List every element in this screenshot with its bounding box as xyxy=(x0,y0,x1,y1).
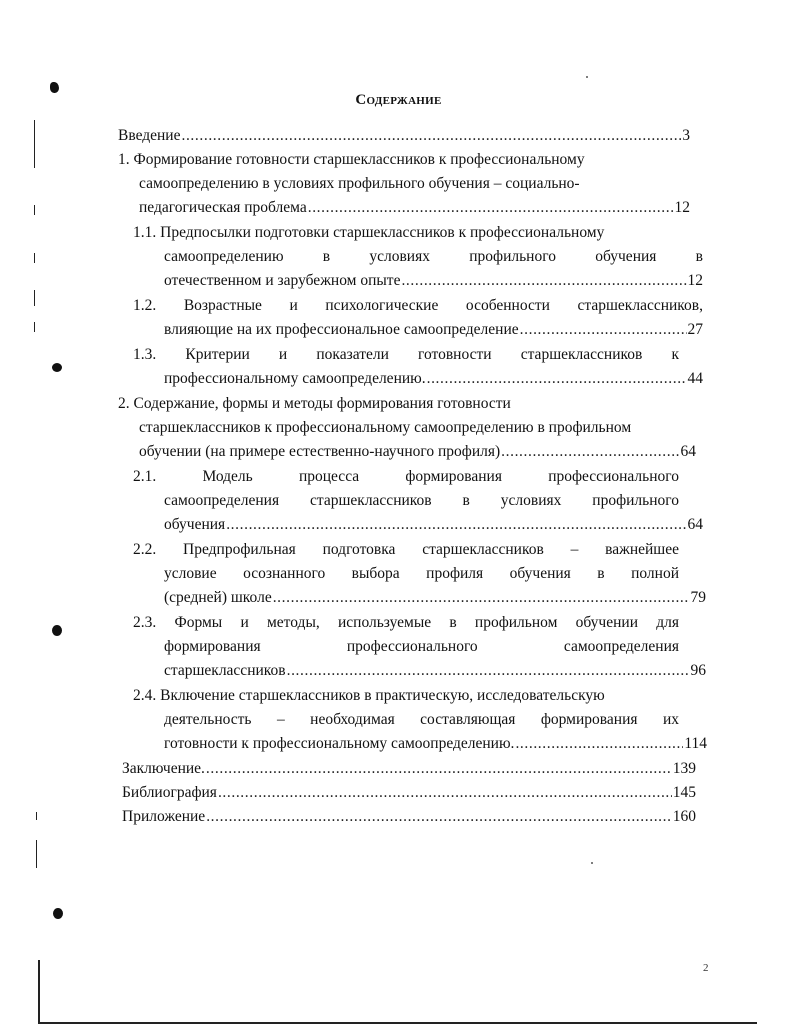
toc-entry-chapter-2 xyxy=(118,392,696,464)
toc-entry-line: условие осознанного выбора профиля обучения в полной xyxy=(164,565,679,582)
dot-leader xyxy=(287,659,690,683)
toc-entry-page: 3 xyxy=(682,127,690,144)
scan-mark xyxy=(34,322,35,332)
toc-entry-page: 64 xyxy=(687,516,703,533)
scan-mark xyxy=(34,205,35,215)
dot-leader xyxy=(427,367,687,391)
toc-entry-page: 12 xyxy=(687,272,703,289)
toc-entry-label: педагогическая проблема xyxy=(139,199,307,216)
toc-entry-label: обучения xyxy=(164,516,226,533)
toc-entry-label: обучении (на примере естественно-научного профиля) xyxy=(139,443,501,460)
toc-entry-page: 79 xyxy=(690,589,706,606)
toc-entry-page: 64 xyxy=(680,443,696,460)
dot-leader xyxy=(515,732,683,756)
toc-entry-line: 1. Формирование готовности старшеклассников к профессиональному xyxy=(118,151,585,168)
toc-entry-line: формирования профессионального самоопределения xyxy=(164,638,679,655)
dot-leader xyxy=(181,124,681,148)
toc-entry-conclusion xyxy=(122,757,696,781)
toc-entry-last-line xyxy=(133,732,707,756)
toc-entry-section-2-2 xyxy=(133,538,706,610)
toc-entry-label: готовности к профессиональному самоопределению. xyxy=(164,735,515,752)
toc-entry-page: 96 xyxy=(690,662,706,679)
toc-entry-line: 1.1. Предпосылки подготовки старшеклассников к профессиональному xyxy=(133,224,605,241)
toc-entry-page: 114 xyxy=(684,735,707,752)
dot-leader xyxy=(308,196,674,220)
scan-blot xyxy=(52,625,62,636)
dot-leader xyxy=(226,513,686,537)
toc-entry-line: 2.1. Модель процесса формирования профессионального xyxy=(133,468,679,485)
toc-entry-label: Приложение xyxy=(122,808,206,825)
toc-entry-label: Введение xyxy=(118,127,181,144)
toc-entry-label: отечественном и зарубежном опыте xyxy=(164,272,401,289)
toc-entry-page: 27 xyxy=(687,321,703,338)
scan-mark xyxy=(34,290,35,306)
dot-leader xyxy=(501,440,679,464)
toc-entry-label: старшеклассников xyxy=(164,662,286,679)
dot-leader xyxy=(206,757,672,781)
toc-entry-last-line xyxy=(133,659,706,683)
dot-leader xyxy=(206,805,672,829)
toc-entry-last-line xyxy=(118,440,696,464)
toc-entry-section-2-4 xyxy=(133,684,707,756)
toc-entry-last-line xyxy=(133,367,703,391)
toc-entry-line: старшеклассников к профессиональному самоопределению в профильном xyxy=(139,419,632,436)
scan-mark xyxy=(34,253,35,263)
toc-entry-label: влияющие на их профессиональное самоопределение xyxy=(164,321,519,338)
toc-entry-section-1-2 xyxy=(133,294,703,342)
toc-entry-last-line xyxy=(133,586,706,610)
scan-edge xyxy=(38,960,40,1024)
scan-mark xyxy=(34,120,35,168)
toc-entry-line: 2.3. Формы и методы, используемые в профильном обучении для xyxy=(133,614,679,631)
toc-entry-line: 1.2. Возрастные и психологические особенности старшеклассников, xyxy=(133,297,703,314)
toc-entry-page: 145 xyxy=(672,784,696,801)
toc-entry-section-2-1 xyxy=(133,465,703,537)
scan-speck xyxy=(591,862,593,864)
toc-entry-line: 2. Содержание, формы и методы формирования готовности xyxy=(118,395,511,412)
toc-entry-line: самоопределению в условиях профильного обучения в xyxy=(164,248,703,265)
toc-entry-line: 2.4. Включение старшеклассников в практическую, исследовательскую xyxy=(133,687,605,704)
page-number: 2 xyxy=(703,962,709,974)
toc-entry-section-1-3 xyxy=(133,343,703,391)
dot-leader xyxy=(520,318,687,342)
toc-entry-line: самоопределения старшеклассников в условиях профильного xyxy=(164,492,679,509)
toc-entry-section-2-3 xyxy=(133,611,706,683)
toc-entry-page: 139 xyxy=(672,760,696,777)
toc-entry-line: деятельность – необходимая составляющая формирования их xyxy=(164,711,679,728)
toc-entry-label: (средней) школе xyxy=(164,589,272,606)
toc-entry-section-1-1 xyxy=(133,221,703,293)
dot-leader xyxy=(273,586,690,610)
toc-entry-page: 44 xyxy=(687,370,703,387)
toc-entry-last-line xyxy=(118,196,690,220)
toc-entry-line: 1.3. Критерии и показатели готовности старшеклассников к xyxy=(133,346,679,363)
scan-blot xyxy=(53,908,63,919)
title-text: Содержание xyxy=(355,92,442,108)
toc-entry-page: 160 xyxy=(672,808,696,825)
toc-entry-introduction xyxy=(118,124,690,148)
toc-entry-label: Заключение. xyxy=(122,760,205,777)
scan-mark xyxy=(36,840,37,868)
toc-entry-appendix xyxy=(122,805,696,829)
toc-entry-label: Библиография xyxy=(122,784,217,801)
scan-edge xyxy=(38,1022,757,1024)
toc-entry-last-line xyxy=(133,269,703,293)
scan-mark xyxy=(36,812,37,820)
toc-entry-last-line xyxy=(133,318,703,342)
dot-leader xyxy=(401,269,686,293)
toc-entry-label: профессиональному самоопределению. xyxy=(164,370,426,387)
toc-entry-page: 12 xyxy=(674,199,690,216)
page-title xyxy=(0,92,797,109)
toc-entry-line: самоопределению в условиях профильного обучения – социально- xyxy=(139,175,580,192)
toc-entry-last-line xyxy=(133,513,703,537)
dot-leader xyxy=(218,781,672,805)
toc-entry-chapter-1 xyxy=(118,148,690,220)
scan-blot xyxy=(52,363,62,372)
scan-speck xyxy=(586,76,588,78)
toc-entry-line: 2.2. Предпрофильная подготовка старшеклассников – важнейшее xyxy=(133,541,679,558)
toc-entry-bibliography xyxy=(122,781,696,805)
